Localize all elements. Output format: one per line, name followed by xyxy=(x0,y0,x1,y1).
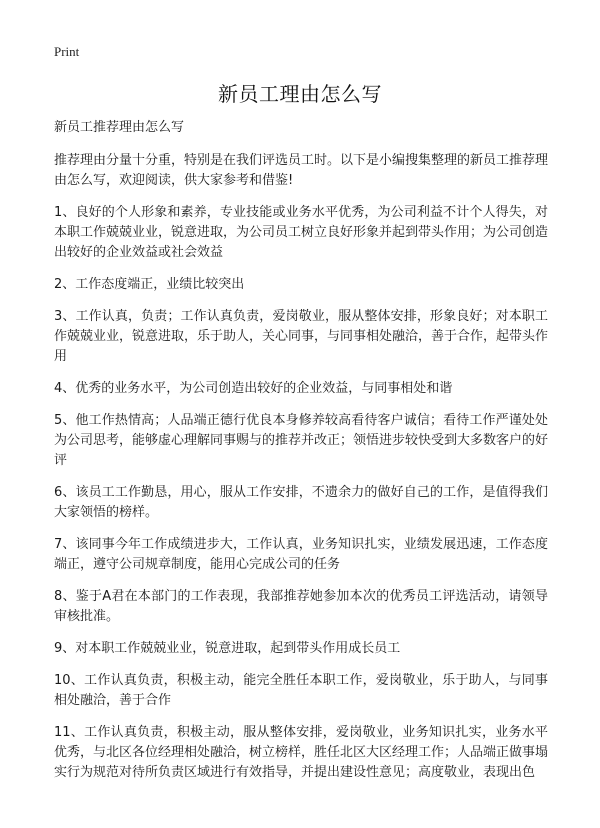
list-item: 4、优秀的业务水平，为公司创造出较好的企业效益，与同事相处和谐 xyxy=(54,381,453,396)
list-item: 2、工作态度端正，业绩比较突出 xyxy=(54,277,245,292)
article-body xyxy=(54,118,548,795)
intro-paragraph: 推荐理由分量十分重，特别是在我们评选员工时。以下是小编搜集整理的新员工推荐理由怎么写，欢迎阅读，供大家参考和借鉴! xyxy=(54,153,549,188)
list-item: 9、对本职工作兢兢业业，锐意进取，起到带头作用成长员工 xyxy=(54,641,401,656)
list-item: 7、该同事今年工作成绩进步大，工作认真，业务知识扎实，业绩发展迅速，工作态度端正，遵守公司规章制度，能用心完成公司的任务 xyxy=(54,537,548,572)
list-item: 1、良好的个人形象和素养，专业技能或业务水平优秀，为公司利益不计个人得失，对本职工作兢兢业业，锐意进取，为公司员工树立良好形象并起到带头作用；为公司创造出较好的企业效益或社会效益 xyxy=(54,205,549,260)
print-link[interactable]: Print xyxy=(54,44,80,59)
page-title: 新员工理由怎么写 xyxy=(218,82,382,106)
subtitle: 新员工推荐理由怎么写 xyxy=(54,120,185,135)
list-item: 6、该员工工作勤恳，用心，服从工作安排，不遗余力的做好自己的工作，是值得我们大家领悟的榜样。 xyxy=(54,485,548,520)
list-item: 8、鉴于A君在本部门的工作表现，我部推荐她参加本次的优秀员工评选活动，请领导审核批准。 xyxy=(54,589,548,624)
list-item: 5、他工作热情高；人品端正德行优良本身修养较高看待客户诚信；看待工作严谨处处为公司思考，能够虚心理解同事赐与的推荐并改正；领悟进步较快受到大多数客户的好评 xyxy=(54,413,549,468)
list-item: 10、工作认真负责，积极主动，能完全胜任本职工作，爱岗敬业，乐于助人，与同事相处融洽，善于合作 xyxy=(54,673,548,708)
list-item: 3、工作认真，负责；工作认真负责，爱岗敬业，服从整体安排，形象良好；对本职工作兢兢业业，锐意进取，乐于助人，关心同事，与同事相处融洽，善于合作，起带头作用 xyxy=(54,309,549,364)
list-item: 11、工作认真负责，积极主动，服从整体安排，爱岗敬业，业务知识扎实，业务水平优秀，与北区各位经理相处融洽，树立榜样，胜任北区大区经理工作；人品端正做事塌实行为规范对待所负责区域进行有效指导，并提出建设性意见；高度敬业，表现出色 xyxy=(54,725,549,780)
